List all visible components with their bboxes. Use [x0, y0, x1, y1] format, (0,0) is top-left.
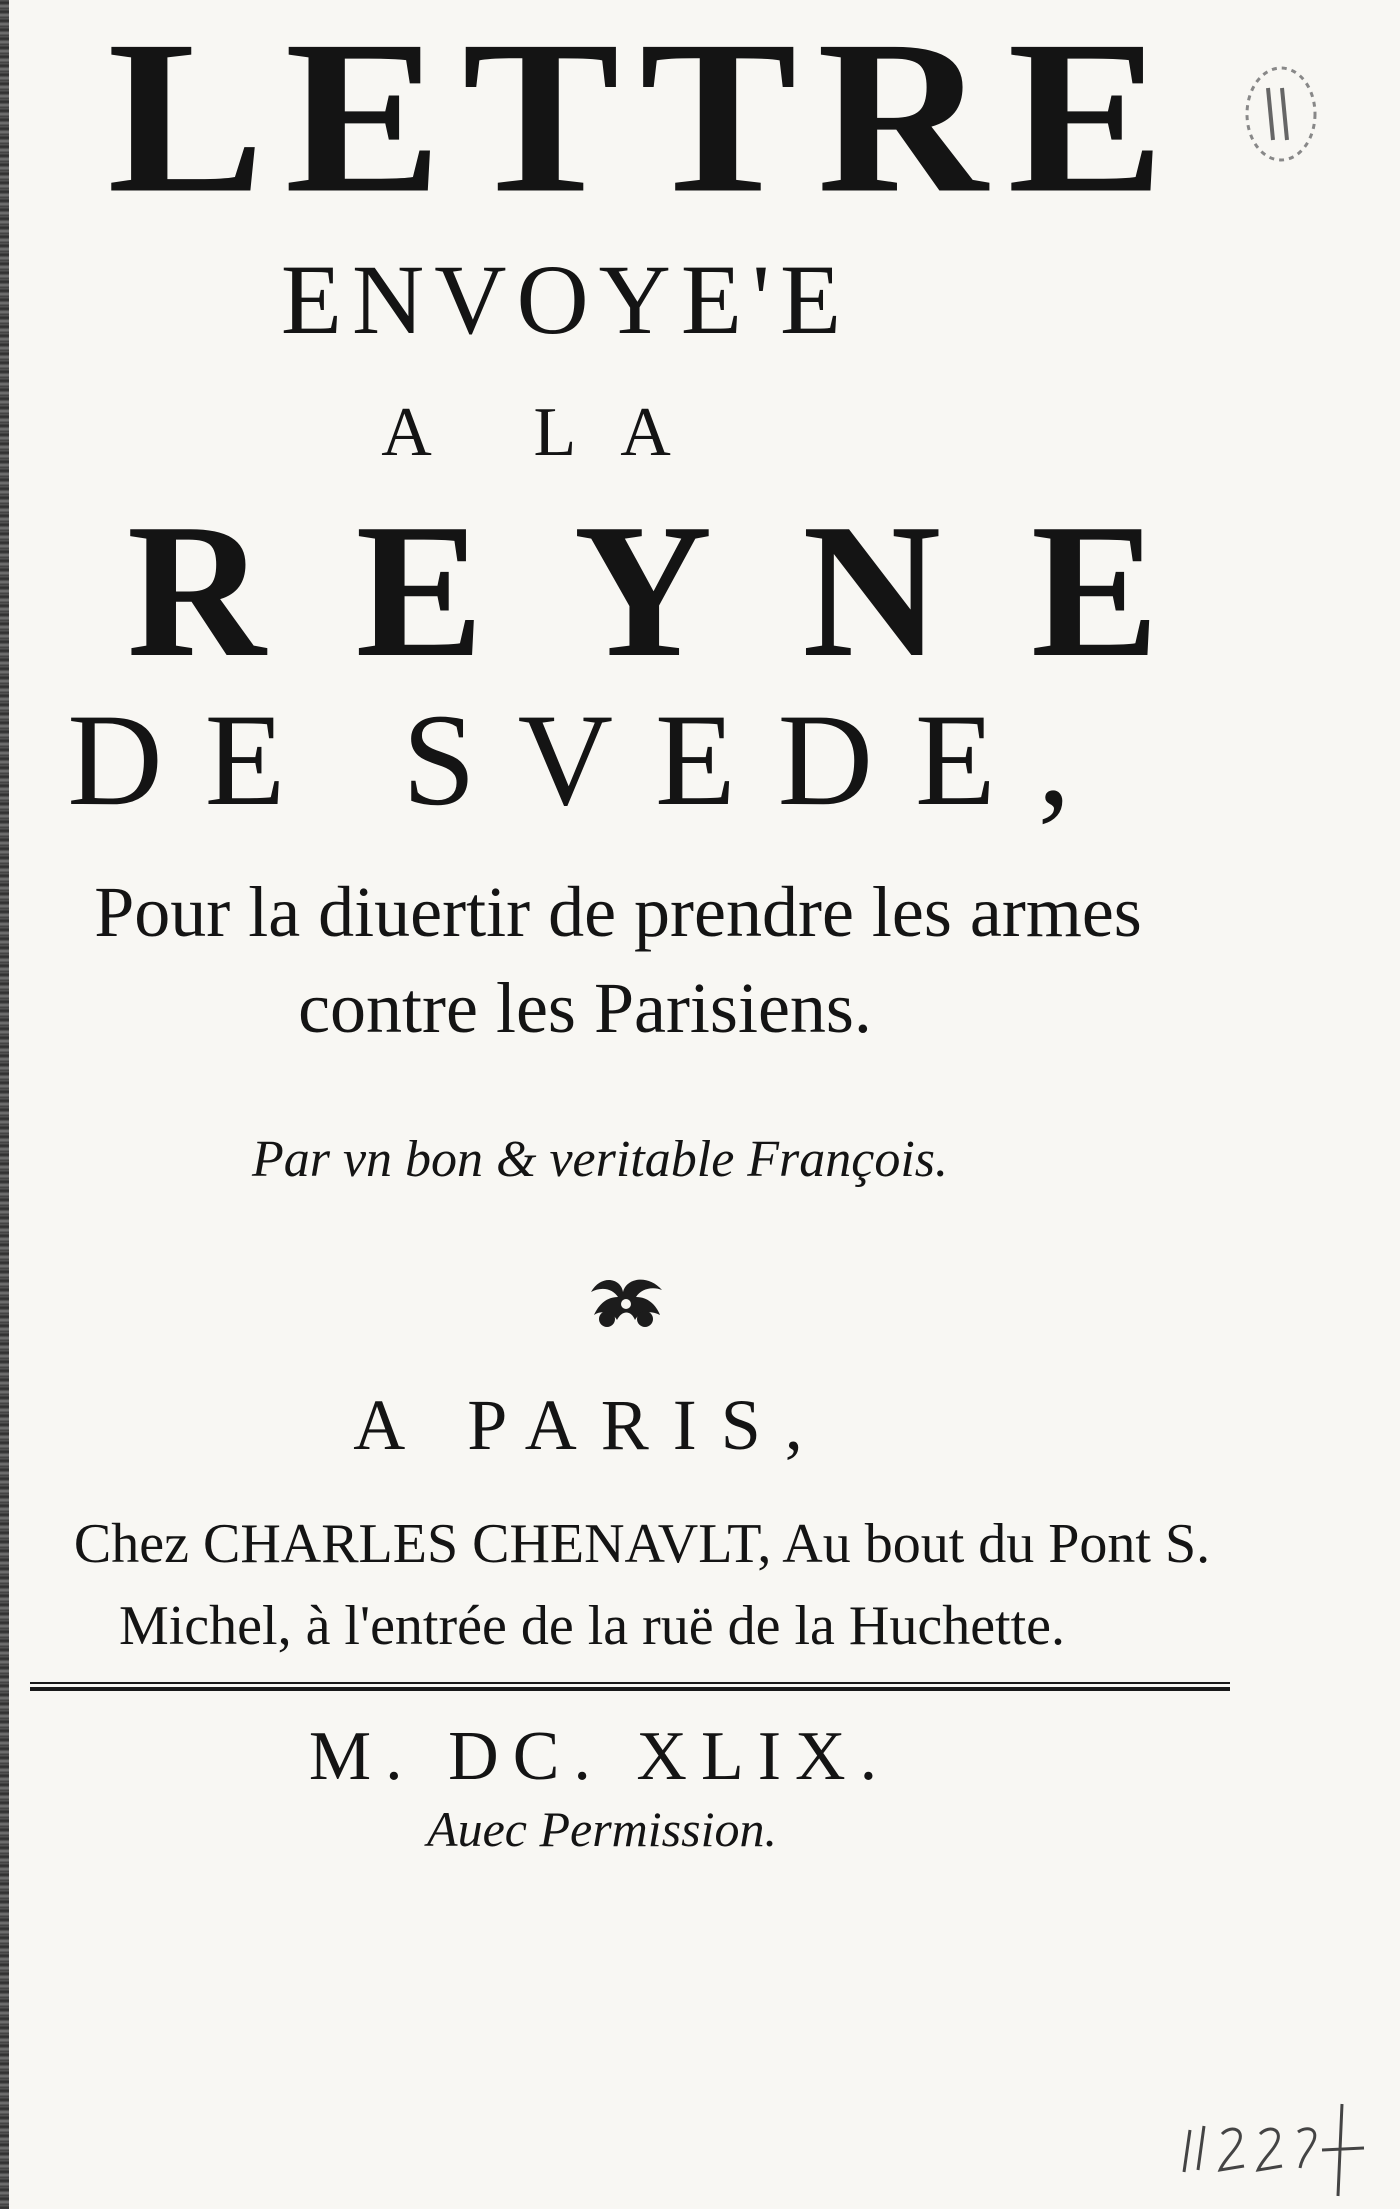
title-a-la: A LA [381, 394, 715, 471]
library-stamp-icon [1235, 58, 1327, 170]
printer-line-1: Chez CHARLES CHENAVLT, Au bout du Pont S. [73, 1513, 1211, 1575]
imprint-date: M. DC. XLIX. [308, 1718, 892, 1795]
title-envoyee: ENVOYE'E [280, 244, 852, 355]
title-de-suede: DE SVEDE, [67, 686, 1113, 833]
fleuron-ornament-icon [586, 1272, 668, 1334]
subtitle-line-1: Pour la diuertir de prendre les armes [94, 872, 1142, 952]
title-reyne: REYNE [126, 484, 1250, 697]
handwritten-shelfmark-icon [1180, 2100, 1370, 2200]
subtitle-line-2: contre les Parisiens. [298, 968, 872, 1048]
author-line: Par vn bon & veritable François. [251, 1131, 949, 1188]
title: LETTRE [107, 0, 1185, 239]
permission-line: Auec Permission. [427, 1801, 777, 1857]
double-rule [30, 1680, 1230, 1694]
printer-line-2: Michel, à l'entrée de la ruë de la Huchette. [118, 1595, 1066, 1657]
imprint-place: A PARIS, [353, 1385, 827, 1465]
